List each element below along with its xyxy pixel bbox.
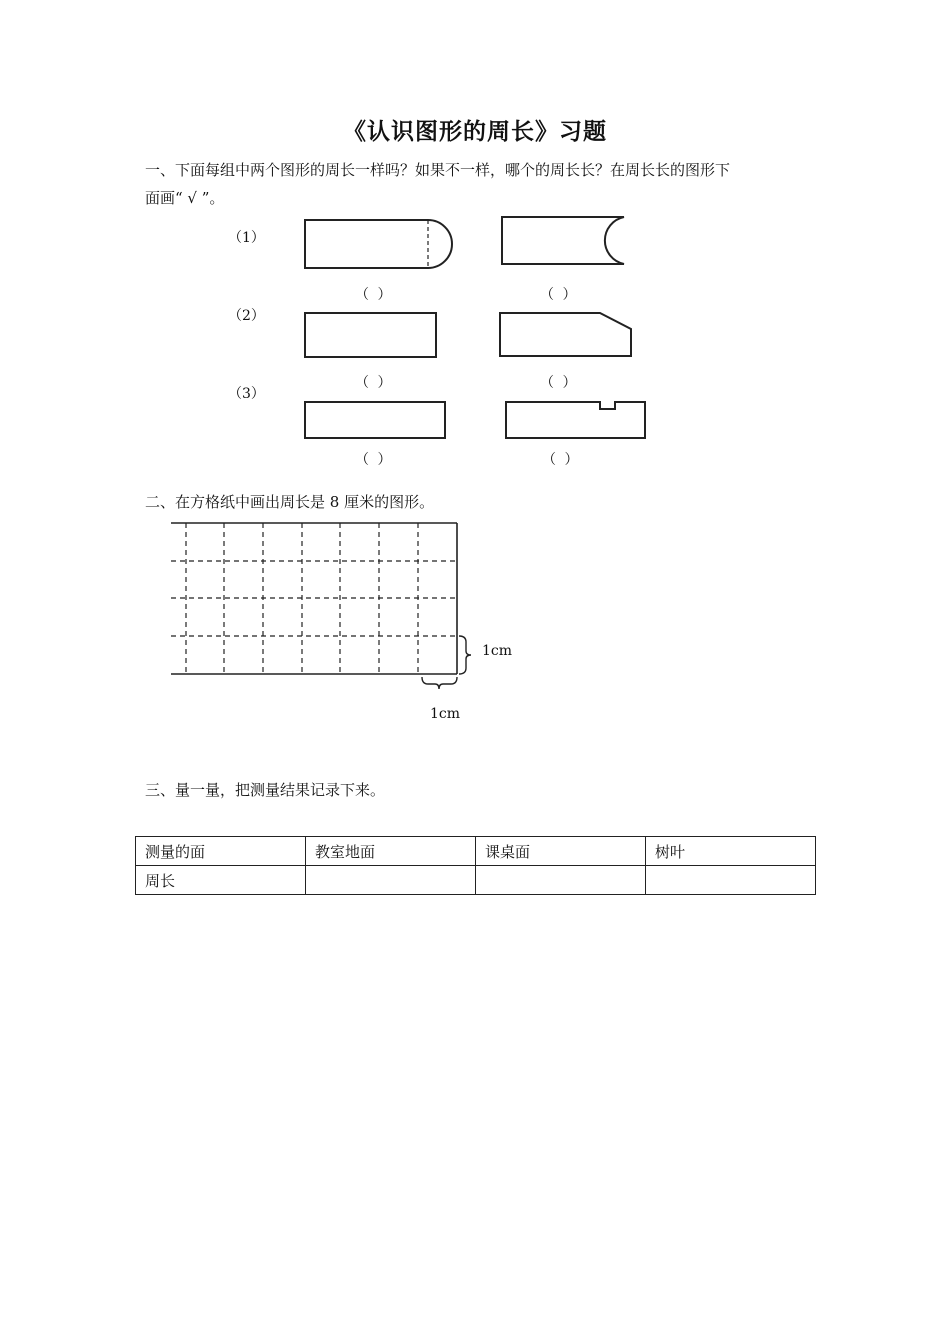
q2-text: 二、在方格纸中画出周长是 8 厘米的图形。 bbox=[145, 493, 435, 511]
answer-cell-desk-top[interactable] bbox=[476, 866, 646, 895]
table-header-cell: 测量的面 bbox=[136, 837, 306, 866]
q1-text-line2: 面画“ √ ”。 bbox=[145, 189, 225, 207]
table-header-row bbox=[136, 837, 816, 866]
answer-cell-classroom-floor[interactable] bbox=[306, 866, 476, 895]
group3-label: （3） bbox=[228, 386, 265, 402]
group1-left-answer[interactable]: （ ） bbox=[355, 287, 394, 303]
group3-left-answer[interactable]: （ ） bbox=[355, 452, 394, 468]
group3-right-answer[interactable]: （ ） bbox=[542, 452, 581, 468]
table-header-cell: 教室地面 bbox=[306, 837, 476, 866]
table-row bbox=[136, 866, 816, 895]
group1-right-answer[interactable]: （ ） bbox=[540, 287, 579, 303]
height-brace bbox=[459, 636, 471, 674]
group2-left-answer[interactable]: （ ） bbox=[355, 375, 394, 391]
group1-label: （1） bbox=[228, 230, 265, 246]
group2-right-answer[interactable]: （ ） bbox=[540, 375, 579, 391]
width-brace bbox=[422, 677, 457, 689]
table-header-cell: 树叶 bbox=[646, 837, 816, 866]
height-unit-label: 1cm bbox=[482, 643, 513, 659]
table-row-label: 周长 bbox=[136, 866, 306, 895]
q1-text-line1: 一、下面每组中两个图形的周长一样吗？如果不一样，哪个的周长长？在周长长的图形下 bbox=[145, 161, 731, 179]
measurement-table bbox=[135, 836, 816, 895]
q3-text: 三、量一量，把测量结果记录下来。 bbox=[145, 781, 386, 799]
page-title: 《认识图形的周长》习题 bbox=[343, 118, 607, 145]
table-header-cell: 课桌面 bbox=[476, 837, 646, 866]
width-unit-label: 1cm bbox=[430, 706, 461, 722]
group2-label: （2） bbox=[228, 308, 265, 324]
answer-cell-leaf[interactable] bbox=[646, 866, 816, 895]
